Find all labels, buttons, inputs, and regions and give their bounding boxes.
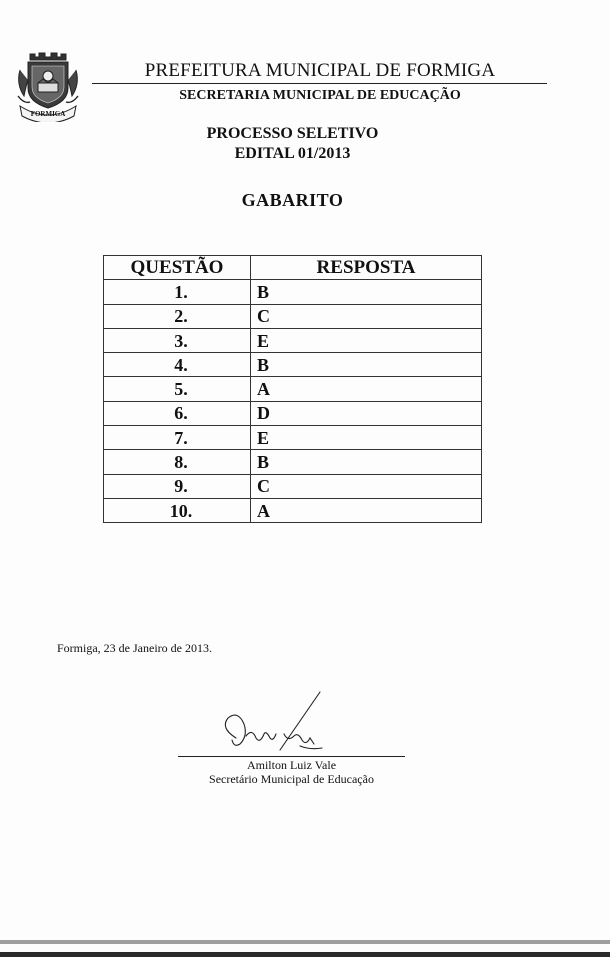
answer-key-table	[103, 255, 482, 523]
answer-letter: B	[251, 353, 482, 377]
question-number: 7.	[104, 426, 251, 450]
answer-letter: C	[251, 304, 482, 328]
handwritten-signature	[210, 688, 360, 760]
date-line: Formiga, 23 de Janeiro de 2013.	[57, 641, 212, 655]
municipal-crest-logo	[14, 50, 82, 122]
table-row	[104, 450, 482, 474]
table-row	[104, 377, 482, 401]
answer-letter: A	[251, 498, 482, 522]
question-number: 6.	[104, 401, 251, 425]
answer-letter: A	[251, 377, 482, 401]
table-row	[104, 498, 482, 522]
edital-number: EDITAL 01/2013	[234, 145, 351, 162]
column-header-question: QUESTÃO	[104, 256, 251, 280]
question-number: 2.	[104, 304, 251, 328]
question-number: 10.	[104, 498, 251, 522]
svg-text:FORMIGA: FORMIGA	[30, 110, 66, 118]
signer-role: Secretário Municipal de Educação	[209, 772, 374, 786]
table-row	[104, 426, 482, 450]
answer-letter: D	[251, 401, 482, 425]
question-number: 5.	[104, 377, 251, 401]
answer-letter: E	[251, 426, 482, 450]
table-row	[104, 474, 482, 498]
question-number: 3.	[104, 328, 251, 352]
table-row	[104, 353, 482, 377]
answer-letter: C	[251, 474, 482, 498]
table-row	[104, 328, 482, 352]
signer-name: Amilton Luiz Vale	[246, 758, 337, 772]
question-number: 4.	[104, 353, 251, 377]
process-heading	[90, 124, 495, 164]
signature-line	[178, 756, 405, 757]
question-number: 1.	[104, 280, 251, 304]
question-number: 8.	[104, 450, 251, 474]
answer-letter: E	[251, 328, 482, 352]
header-divider	[92, 83, 547, 84]
question-number: 9.	[104, 474, 251, 498]
answer-key-heading: GABARITO	[241, 190, 344, 210]
table-row	[104, 280, 482, 304]
page-edge-gray-bar	[0, 940, 610, 944]
table-row	[104, 304, 482, 328]
table-row	[104, 401, 482, 425]
department-subtitle: SECRETARIA MUNICIPAL DE EDUCAÇÃO	[179, 88, 461, 103]
answer-letter: B	[251, 280, 482, 304]
answer-letter: B	[251, 450, 482, 474]
page-edge-dark-bar	[0, 952, 610, 957]
municipality-title: PREFEITURA MUNICIPAL DE FORMIGA	[144, 60, 496, 81]
process-title: PROCESSO SELETIVO	[206, 125, 379, 142]
table-header-row	[104, 256, 482, 280]
column-header-answer: RESPOSTA	[251, 256, 482, 280]
